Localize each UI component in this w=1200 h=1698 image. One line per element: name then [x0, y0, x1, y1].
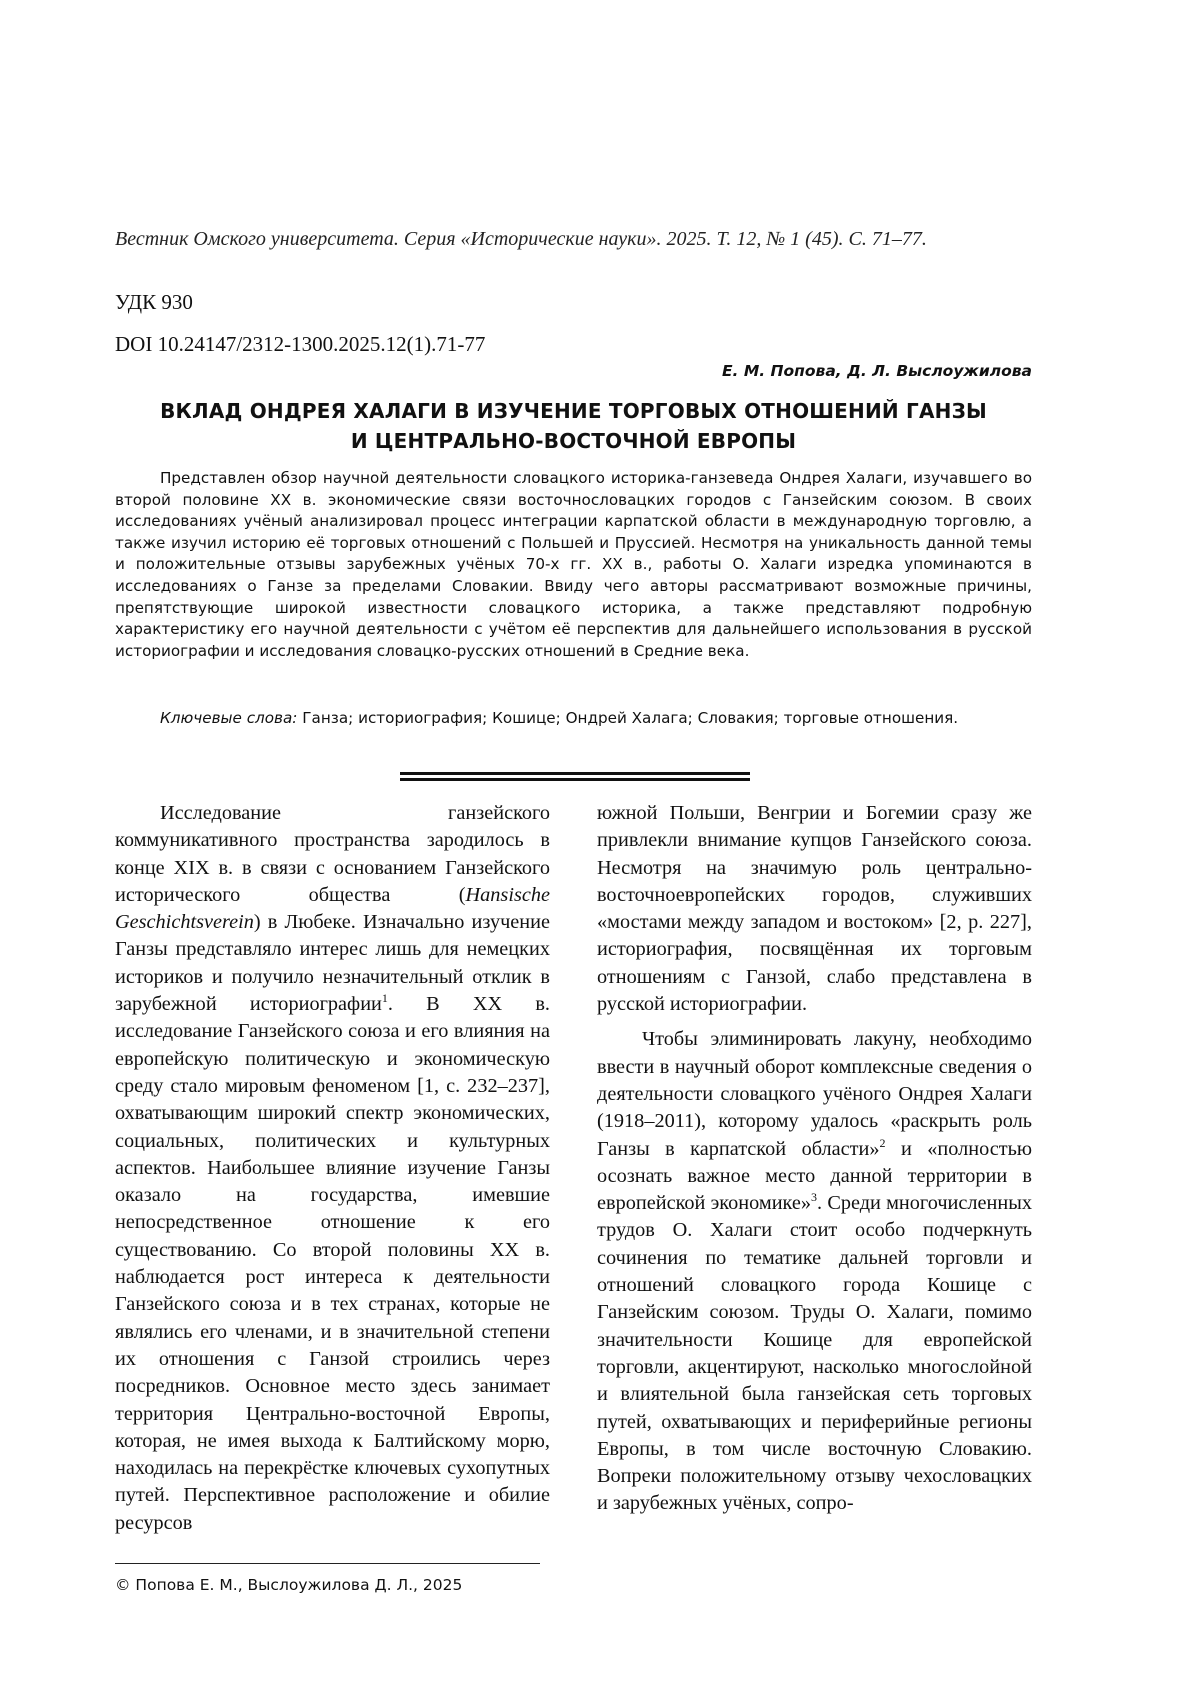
title-line-2: И ЦЕНТРАЛЬНО-ВОСТОЧНОЙ ЕВРОПЫ [350, 429, 797, 453]
text-run: Чтобы элиминировать лакуну, необходимо ввести в научный оборот комплексные сведения о деятельности словацкого учёного Ондрея Халаги (1918–2011), которому удалось «раскрыть роль Ганзы в карпатской области» [597, 1028, 1032, 1160]
udk-code: УДК 930 [115, 290, 193, 314]
footnote-ref[interactable]: 2 [879, 1135, 886, 1150]
text-run: . Среди многочисленных трудов О. Халаги стоит особо подчеркнуть сочинения по тематике дальней торговли и отношений словацкого города Кошице с Ганзейским союзом. Труды О. Халаги, помимо значительности Кошице для европейской торговли, акцентируют, насколько многослойной и влиятельной была ганзейская сеть торговых путей, охватывающих и периферийные регионы Европы, в том числе восточную Словакию. Вопреки положительному отзыву чехословацких и зарубежных учёных, сопро- [597, 1192, 1032, 1515]
society-name: Hansische Geschichtsverein [115, 883, 550, 934]
text-run: Исследование ганзейского коммуникативного пространства зародилось в конце XIX в. в связи с основанием Ганзейского исторического общества ( [115, 802, 550, 906]
article-title [115, 396, 1032, 456]
doi-identifier: DOI 10.24147/2312-1300.2025.12(1).71-77 [115, 332, 486, 356]
copyright-note: © Попова Е. М., Выслоужилова Д. Л., 2025 [115, 1576, 463, 1594]
body-paragraph: южной Польши, Венгрии и Богемии сразу же привлекли внимание купцов Ганзейского союза. Несмотря на значимую роль центрально-восточноевропейских городов, служивших «мостами между западом и востоком» [2, p. 227], историография, посвящённая их торговым отношениям с Ганзой, слабо представлена в русской историографии. [597, 802, 1032, 1016]
footnote-ref[interactable]: 1 [381, 991, 388, 1006]
section-divider [400, 772, 750, 781]
article-authors: Е. М. Попова, Д. Л. Выслоужилова [721, 362, 1032, 380]
text-run: и «полностью осознать важное место данной территории в европейской экономике» [597, 1137, 1033, 1215]
title-line-1: ВКЛАД ОНДРЕЯ ХАЛАГИ В ИЗУЧЕНИЕ ТОРГОВЫХ ОТНОШЕНИЙ ГАНЗЫ [160, 399, 987, 423]
text-run: ) в Любеке. Изначально изучение Ганзы представляло интерес лишь для немецких историков и получило незначительный отклик в зарубежной историографии [115, 911, 550, 1016]
abstract: Представлен обзор научной деятельности словацкого историка-ганзеведа Ондрея Халаги, изучавшего во второй половине XX в. экономические связи восточнословацких городов с Ганзейским союзом. В своих исследованиях учёный анализировал процесс интеграции карпатской области в международную торговлю, а также изучил историю её торговых отношений с Польшей и Пруссией. Несмотря на уникальность данной темы и положительные отзывы зарубежных учёных 70-х гг. XX в., работы О. Халаги изредка упоминаются в исследованиях о Ганзе за пределами Словакии. Ввиду чего авторы рассматривают возможные причины, препятствующие широкой известности словацкого историка, а также представляют подробную характеристику его научной деятельности с учётом её перспектив для дальнейшего использования в русской историографии и исследования словацко-русских отношений в Средние века. [115, 469, 1032, 660]
keywords-list: Ганза; историография; Кошице; Ондрей Халага; Словакия; торговые отношения. [297, 709, 959, 727]
keywords-label: Ключевые слова: [160, 709, 298, 727]
footnote-ref[interactable]: 3 [811, 1190, 818, 1205]
body-column-left [115, 800, 550, 1537]
text-run: . В XX в. исследование Ганзейского союза и его влияния на европейскую политическую и экономическую среду стало мировым феноменом [1, с. 232–237], охватывающим широкий спектр экономических, социальных, политических и культурных аспектов. Наибольшее влияние изучение Ганзы оказало на государства, имевшие непосредственное отношение к его существованию. Со второй половины XX в. наблюдается рост интереса к деятельности Ганзейского союза и в тех странах, которые не являлись его членами, и в значительной степени их отношения с Ганзой строились через посредников. Основное место здесь занимает территория Центрально-восточной Европы, которая, не имея выхода к Балтийскому морю, находилась на перекрёстке ключевых сухопутных путей. Перспективное расположение и обилие ресурсов [115, 993, 551, 1534]
body-column-right [597, 800, 1032, 1518]
journal-citation: Вестник Омского университета. Серия «Исторические науки». 2025. Т. 12, № 1 (45). С. 71–77. [115, 228, 927, 250]
footnote-separator [115, 1563, 540, 1564]
body-paragraph [597, 1026, 1032, 1517]
keywords [115, 708, 1032, 730]
body-paragraph [115, 800, 550, 1537]
